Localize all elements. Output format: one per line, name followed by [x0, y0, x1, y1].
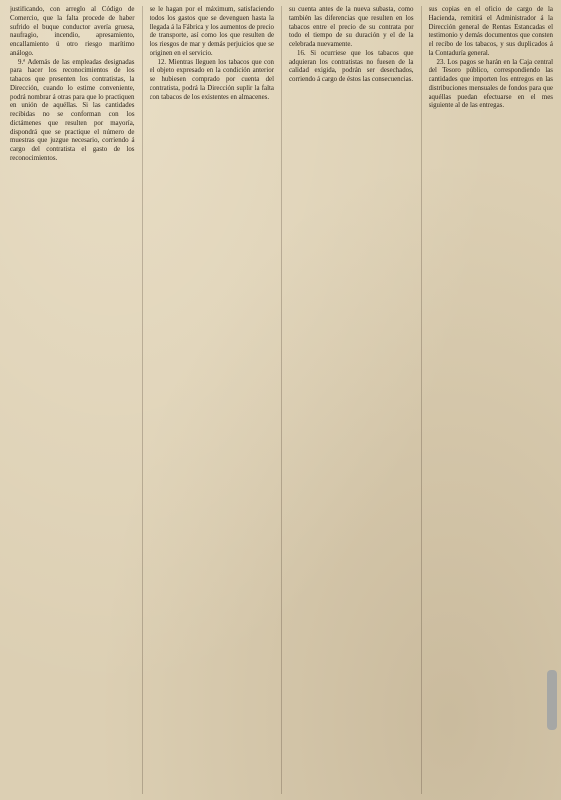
text-columns [10, 6, 553, 794]
ink-stain [547, 670, 557, 730]
paragraph: 23. Los pagos se harán en la Caja central del Tesoro público, correspondiendo las cantidades que importen los entregos en las distribuciones mensuales de fondos para que aquéllas puedan efectuarse en el mes siguiente al de las entregas. [428, 58, 553, 110]
column-rule [281, 6, 282, 794]
paragraph: su cuenta antes de la nueva subasta, como también las diferencias que resulten en los tabacos entre el precio de su contrata por todo el tiempo de su duración y el de la celebrada nuevamente. [289, 6, 414, 48]
column-4 [429, 6, 554, 794]
column-rule [421, 6, 422, 794]
column-rule [142, 6, 143, 794]
paragraph: 9.ª Además de las empleadas designadas para hacer los reconocimientos de los tabacos que presenten los contratistas, la Dirección, cuando lo estime conveniente, podrá nombrar á otras para que lo practiquen en unión de aquéllas. Si las cantidades recibidas no se conforman con los dictámenes que resulten por mayoría, dispondrá que se practique el número de muestras que juzgue necesario, corriendo á cargo del contratista el gasto de los reconocimientos. [10, 58, 135, 162]
paragraph: justificando, con arreglo al Código de Comercio, que la falta procede de haber sufrido el buque conductor avería gruesa, naufragio, incendio, apresamiento, encallamiento ú otro riesgo marítimo análogo. [10, 6, 135, 57]
column-1 [10, 6, 135, 794]
paragraph: sus copias en el oficio de cargo de la Hacienda, remitirá el Administrador á la Dirección general de Rentas Estancadas el testimonio y demás documentos que consten el recibo de los tabacos, y sus duplicados á la Contaduría general. [428, 6, 553, 57]
paragraph: 12. Mientras lleguen los tabacos que con el objeto expresado en la condición anterior se hubiesen comprado por cuenta del contratista, podrá la Dirección suplir la falta con tabacos de los existentes en almacenes. [149, 58, 274, 101]
paragraph: se le hagan por el máximum, satisfaciendo todos los gastos que se devenguen hasta la llegada á la Fábrica y los aumentos de precio de transporte, así como los que resulten de los riesgos de mar y demás perjuicios que se originen en el servicio. [149, 6, 274, 57]
column-3 [289, 6, 414, 794]
column-2 [150, 6, 275, 794]
paragraph: 16. Si ocurriese que los tabacos que adquieran los contratistas no fuesen de la calidad exigida, podrán ser desechados, corriendo á cargo de éstos las consecuencias. [289, 49, 414, 83]
